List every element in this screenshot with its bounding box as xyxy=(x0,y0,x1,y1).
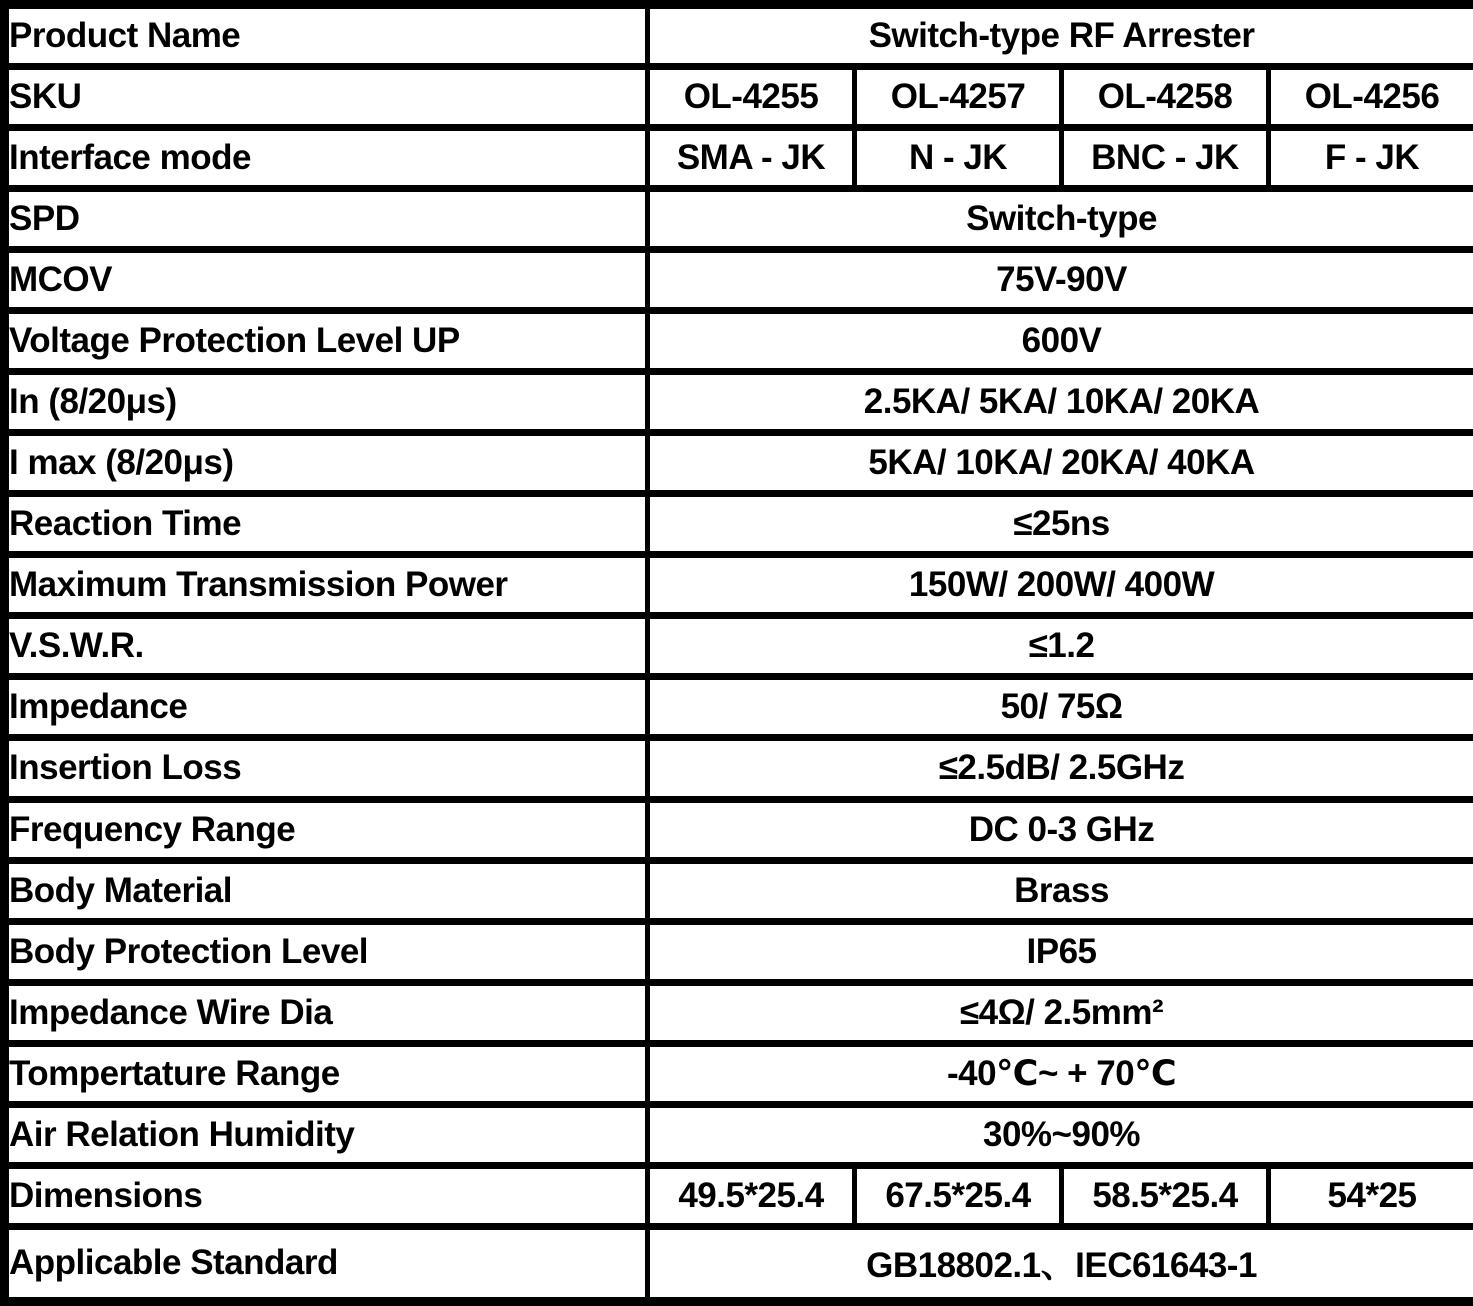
row-value: Brass xyxy=(648,860,1473,921)
row-value: 54*25 xyxy=(1269,1165,1473,1226)
table-row-sku xyxy=(5,67,1473,128)
row-value: 30%~90% xyxy=(648,1104,1473,1165)
row-label: In (8/20μs) xyxy=(5,372,648,433)
row-label: Impedance xyxy=(5,677,648,738)
table-row-impedance xyxy=(5,677,1473,738)
row-value: 600V xyxy=(648,311,1473,372)
row-value: N - JK xyxy=(855,128,1062,189)
row-label: Frequency Range xyxy=(5,799,648,860)
table-row-max-transmission-power xyxy=(5,555,1473,616)
row-label: Voltage Protection Level UP xyxy=(5,311,648,372)
row-value: 150W/ 200W/ 400W xyxy=(648,555,1473,616)
table-row-insertion-loss xyxy=(5,738,1473,799)
row-value: 49.5*25.4 xyxy=(648,1165,855,1226)
table-row-mcov xyxy=(5,250,1473,311)
row-label: Body Material xyxy=(5,860,648,921)
row-value: IP65 xyxy=(648,921,1473,982)
table-row-voltage-protection-level xyxy=(5,311,1473,372)
table-row-body-material xyxy=(5,860,1473,921)
row-label: Body Protection Level xyxy=(5,921,648,982)
row-value: -40℃~ + 70℃ xyxy=(648,1043,1473,1104)
row-value: 5KA/ 10KA/ 20KA/ 40KA xyxy=(648,433,1473,494)
table-row-temperature-range xyxy=(5,1043,1473,1104)
row-value: 67.5*25.4 xyxy=(855,1165,1062,1226)
row-label: Impedance Wire Dia xyxy=(5,982,648,1043)
table-row-body-protection-level xyxy=(5,921,1473,982)
row-label: Interface mode xyxy=(5,128,648,189)
row-label: Applicable Standard xyxy=(5,1226,648,1301)
row-value: ≤25ns xyxy=(648,494,1473,555)
row-value: OL-4257 xyxy=(855,67,1062,128)
row-value: DC 0-3 GHz xyxy=(648,799,1473,860)
row-label: Product Name xyxy=(5,5,648,67)
row-label: I max (8/20μs) xyxy=(5,433,648,494)
table-row-spd xyxy=(5,189,1473,250)
row-value: 58.5*25.4 xyxy=(1062,1165,1269,1226)
table-row-interface-mode xyxy=(5,128,1473,189)
table-row-air-relation-humidity xyxy=(5,1104,1473,1165)
row-value: ≤2.5dB/ 2.5GHz xyxy=(648,738,1473,799)
row-value: ≤4Ω/ 2.5mm² xyxy=(648,982,1473,1043)
row-label: Insertion Loss xyxy=(5,738,648,799)
row-value: GB18802.1、IEC61643-1 xyxy=(648,1226,1473,1301)
row-value: OL-4258 xyxy=(1062,67,1269,128)
table-row-in-current xyxy=(5,372,1473,433)
row-value: 2.5KA/ 5KA/ 10KA/ 20KA xyxy=(648,372,1473,433)
row-label: Air Relation Humidity xyxy=(5,1104,648,1165)
row-value: OL-4256 xyxy=(1269,67,1473,128)
table-row-imax-current xyxy=(5,433,1473,494)
table-row-reaction-time xyxy=(5,494,1473,555)
table-row-applicable-standard xyxy=(5,1226,1473,1301)
row-value: 75V-90V xyxy=(648,250,1473,311)
row-label: SPD xyxy=(5,189,648,250)
row-label: Maximum Transmission Power xyxy=(5,555,648,616)
row-value: Switch-type xyxy=(648,189,1473,250)
row-label: V.S.W.R. xyxy=(5,616,648,677)
row-value: ≤1.2 xyxy=(648,616,1473,677)
row-label: MCOV xyxy=(5,250,648,311)
row-value: F - JK xyxy=(1269,128,1473,189)
row-label: Dimensions xyxy=(5,1165,648,1226)
table-row-vswr xyxy=(5,616,1473,677)
row-label: Tompertature Range xyxy=(5,1043,648,1104)
row-label: Reaction Time xyxy=(5,494,648,555)
table-row-dimensions xyxy=(5,1165,1473,1226)
row-value: 50/ 75Ω xyxy=(648,677,1473,738)
table-row-product-name xyxy=(5,5,1473,67)
table-row-impedance-wire-dia xyxy=(5,982,1473,1043)
row-value: BNC - JK xyxy=(1062,128,1269,189)
row-value: OL-4255 xyxy=(648,67,855,128)
row-value: SMA - JK xyxy=(648,128,855,189)
row-value: Switch-type RF Arrester xyxy=(648,5,1473,67)
table-row-frequency-range xyxy=(5,799,1473,860)
row-label: SKU xyxy=(5,67,648,128)
